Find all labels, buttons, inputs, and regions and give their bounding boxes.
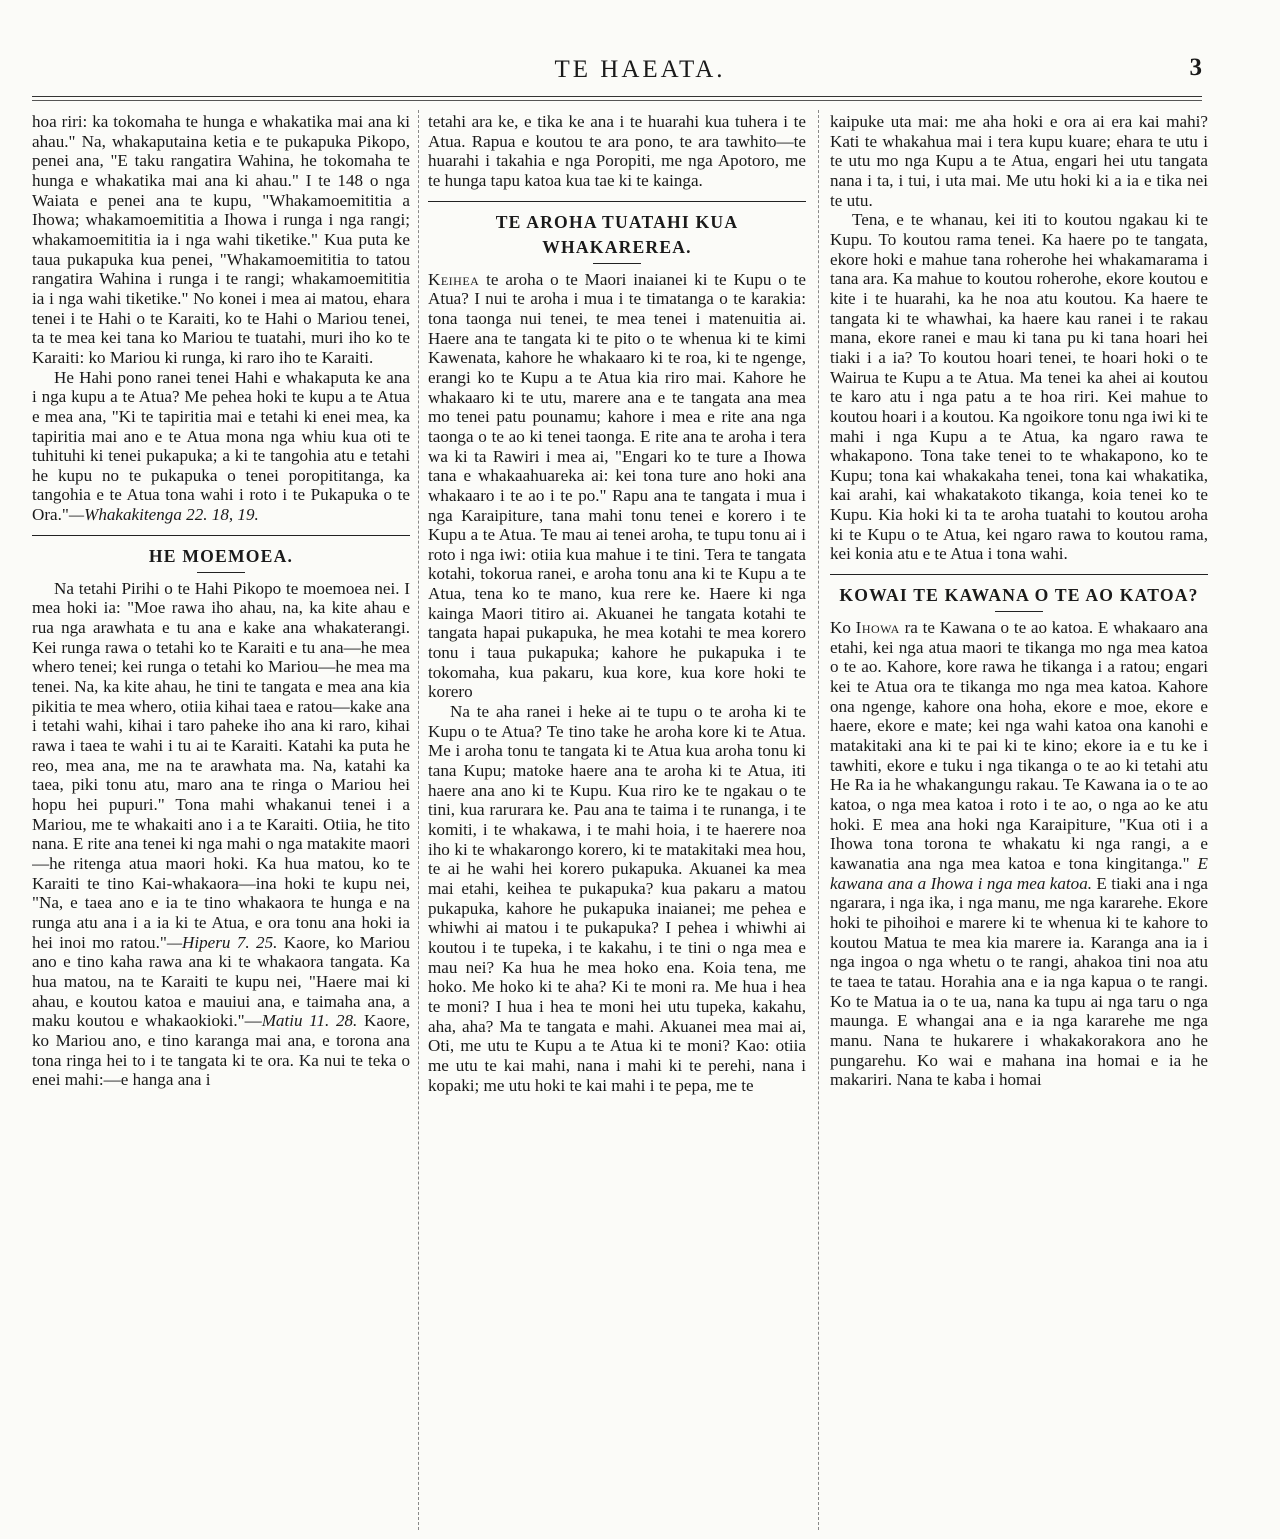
paragraph-text: Kaore, ko Mariou ano e tino kaha rawa ana ki te whakaora tangata. Ka hua matou, na te Karaiti te kupu nei, "Haere mai ki ahau, e koutou katoa e mauiui ana, e taimaha ana, a maku koutou e whakaokioki."— xyxy=(32,932,410,1031)
column-2 xyxy=(428,112,806,1532)
header-rule xyxy=(32,96,1202,97)
heading-rule xyxy=(995,611,1043,612)
paragraph-text: ra te Kawana o te ao katoa. E whakaaro ana etahi, kei nga atua maori te tikanga mo nga mea katoa o te ao. Kahore, kore rawa he tikanga i a ratou; engari kei te Atua ora te tikanga mo nga mea katoa. Kahore ona ngenge, kahore ona hoha, ekore e moe, ekore e haere, ekore e mate; kei nga wahi katoa ona kanohi e matakitaki ana ki te pai ki te kino; ekore ia e tu ke i tawhiti, ekore e tuku i nga tikanga o te ao ki tetahi atu He Ra ia he whakangungu rakau. Te Kawana ia o te ao katoa, o nga mea katoa i roto i te ao, o nga ao ke atu hoki. E mea ana hoki nga Karaipiture, "Kua oti i a Ihowa tona torona te whakatu ki nga rangi, a e kawanatia ana nga mea katoa e tona kingitanga." xyxy=(830,618,1208,873)
paragraph xyxy=(428,270,806,702)
scripture-reference: —Hiperu 7. 25. xyxy=(166,932,278,952)
heading-rule xyxy=(593,263,641,264)
paragraph-text: Ko xyxy=(830,618,856,638)
scripture-reference: —Whakakitenga 22. 18, 19. xyxy=(68,505,259,525)
section-rule xyxy=(428,201,806,202)
section-rule xyxy=(830,574,1208,575)
column-3 xyxy=(830,112,1208,1532)
section-heading: KOWAI TE KAWANA O TE AO KATOA? xyxy=(839,585,1199,606)
paragraph: Tena, e te whanau, kei iti to koutou ngakau ki te Kupu. To koutou rama tenei. Ka haere po te tangata, ekore hoki e mahue tana roherohe hei whakamarama i tana ara. Ka mahue to koutou roherohe, ekore koutou e kite i te huarahi, ka he noa atu koutou. Ka haere te tangata ki te whawhai, ka haere kau ranei i te rakau mana, ekore ranei e mau ki tana pu ki tana hoari hei tiaki i a ia? To koutou hoari tenei, te hoari hoki o te Wairua te Kupu a te Atua. Ma tenei ka ahei ai koutou te karo atu i nga patu a te hoa riri. Kei mahue to koutou hoari i a koutou. Ka ngoikore tonu nga iwi ki te mahi i nga Kupu a te Atua, ka ngaro rawa te whakapono. Tona take tenei to te whakapono, ko te Kupu; tona kai whakakaha tenei, tona kai whakatika, kai arahi, kai whakatakoto tikanga, koia tenei ko te Kupu. Kia hoki ki ta te aroha tuatahi to koutou aroha ki te Kupu o te Atua, kei ngaro rawa to koutou rama, kei konia atu e te Atua i tona wahi. xyxy=(830,210,1208,564)
paragraph xyxy=(32,579,410,1090)
paragraph: kaipuke uta mai: me aha hoki e ora ai era kai mahi? Kati te whakahua mai i tera kupu kuare; ehara te utu i te utu mo nga Kupu a te Atua, engari hei utu tangata nana i ta, i tui, i uta mai. Me utu hoki ki a ia e tika nei te utu. xyxy=(830,112,1208,210)
paragraph-text: te aroha o te Maori inaianei ki te Kupu o te Atua? I nui te aroha i mua i te timatanga o te karakia: tona taonga nui tenei, te mea tenei i matenuitia ai. Haere ana te tangata ki te pito o te whenua ki te kimi Kawenata, kahore he whakaaro ki te roa, ki te ngenge, erangi ko te Kupu a te Atua kia riro mai. Kahore he whakaaro ki te utu, marere ana e te tangata ana mea mo tenei patu pounamu; kahore i mea e rite ana nga taonga o te ao ki tenei taonga. E rite ana te aroha i tera wa ki ta Rawiri i mea ai, "Engari ko te ture a Ihowa tana e whakaahuareka ai: kei tona ture ano hoki ana whakaaro i te ao i te po." Rapu ana te tangata i mua i nga Karaipiture, tana mahi tonu tenei e korero i te Kupu a te Atua. Te mau ai tenei aroha, te tupu tonu ai i roto i nga iwi: otiia kua mahue i te tini. Tera te tangata kotahi, tokorua ranei, e aroha tonu ana ki te Kupu a te Atua, tena ko te mano, kua rere ke. Haere ki nga kainga Maori titiro ai. Akuanei he tangata kotahi te tangata hapai pukapuka, he mea kotahi te mea korero tonu i taua pukapuka; kahore he pukapuka i te tokomaha, kua pakaru, kua kore, kua kore hoki te korero xyxy=(428,269,806,702)
section-heading: TE AROHA TUATAHI KUA WHAKAREREA. xyxy=(495,211,739,257)
paragraph: tetahi ara ke, e tika ke ana i te huarahi kua tuhera i te Atua. Rapua e koutou te ara pono, te ara tawhito—te huarahi i takahia e nga Poropiti, me nga Apotoro, me te hunga tapu katoa kua tae ki te kainga. xyxy=(428,112,806,190)
page-number: 3 xyxy=(1189,54,1202,81)
paragraph-text: He Hahi pono ranei tenei Hahi e whakaputa ke ana i nga kupu a te Atua? Me pehea hoki te kupu a te Atua e mea ana, "Ki te tapiritia mai e tetahi ki enei mea, ka tapiritia mai ano e te Atua mona nga whiu kua oti te tuhituhi ki tenei pukapuka; a ki te tangohia atu e tetahi he kupu no te pukapuka o tenei poropititanga, ka tangohia e te Atua tona wahi i roto i te Pukapuka o te Ora." xyxy=(32,367,410,525)
paragraph-text: Na tetahi Pirihi o te Hahi Pikopo te moemoea nei. I mea hoki ia: "Moe rawa iho ahau, na, ka kite ahau e rua nga arawhata e tu ana e kake ana whakaterangi. Kei runga rawa o tetahi ko te Karaiti e tu ana—he mea whero tenei; kei runga o tetahi ko Mariou—he mea ma tenei. Na, ka kite ahau, he tini te tangata e mea ana kia pikitia te mea whero, otiia kihai taea e ratou—kake ana i tetahi wahi, kihai i taro paheke iho ana ki raro, kihai rawa i taea te wahi i tu ai te Karaiti. Katahi ka puta he reo, mea ana, me na te arawhata ma. Na, katahi ka taea, piki tonu atu, maro ana te ringa o Mariou hei hopu hei pupuri." Tona mahi whakanui tenei i a Mariou, me te whakaiti ano i a te Karaiti. Otiia, he tito nana. E rite ana tenei ki nga mahi o nga matakite maori—he ritenga atua maori hoki. Ka hua matou, ko te Karaiti te tino Kai-whakaora—ina hoki te kupu nei, "Na, e taea ano e ia te tino whakaora te hunga e na runga atu ana i a ia ki te Atua, e ora tonu ana hoki ia hei inoi mo ratou." xyxy=(32,578,410,952)
scripture-reference: Matiu 11. 28. xyxy=(261,1011,358,1031)
divine-name: Ihowa xyxy=(855,618,900,638)
running-title: TE HAEATA. xyxy=(554,56,726,83)
italic-summary: E kawana ana a Ihowa i nga mea katoa. xyxy=(830,853,1208,893)
paragraph-text: Kaore, ko Mariou ano, e tino karanga mai ana, e torona ana tona ringa hei to i te tangata ki te ora. Ka nui te teka o enei mahi:—e hanga ana i xyxy=(32,1011,410,1090)
section-heading: HE MOEMOEA. xyxy=(148,545,294,566)
column-divider-2 xyxy=(818,110,819,1530)
page-header xyxy=(0,0,1280,100)
heading-rule xyxy=(197,572,245,573)
column-divider-1 xyxy=(418,110,419,1530)
paragraph xyxy=(32,368,410,525)
paragraph: hoa riri: ka tokomaha te hunga e whakatika mai ana ki ahau." Na, whakaputaina ketia e te pukapuka Pikopo, penei ana, "E taku rangatira Wahina, he tokomaha te hunga e whakatika mai ana ki ahau." I te 148 o nga Waiata e penei ana te kupu, "Whakamoemititia a Ihowa; whakamoemititia a Ihowa i runga i nga rangi; whakamoemititia ia i nga wahi tiketike." Kua puta ke taua pukapuka kua penei, "Whakamoemititia to tatou rangatira Wahina i runga i te rangi; whakamoemititia ia i nga wahi tiketike." No konei i mea ai matou, ehara tenei i te Hahi o te Karaiti, ko te Hahi o Mariou tenei, ta te mea kei tana ko Mariou te tuatahi, muri iho ko te Karaiti: ko Mariou ki runga, ki raro iho te Karaiti. xyxy=(32,112,410,367)
header-rule-lower xyxy=(32,100,1202,101)
paragraph-text: E tiaki ana i nga ngarara, i nga ika, i nga manu, me nga kararehe. Ekore hoki te pihoihoi e marere ki te whenua ki te kahore to koutou Matua te mea kia marere ia. Karanga ana ia i nga ingoa o nga whetu o te rangi, ahakoa tini noa atu te taea te tatau. Horahia ana e ia nga kapua o te rangi. Ko te Matua ia o te ua, nana ka tupu ai nga taru o nga maunga. E whangai ana e ia nga kararehe me nga manu. Nana te hukarere i whakakorakora ano he pungarehu. Ko wai e mahana ina homai e ia he makariri. Nana te kaba i homai xyxy=(830,873,1208,1090)
paragraph: Na te aha ranei i heke ai te tupu o te aroha ki te Kupu o te Atua? Te tino take he aroha kore ki te Atua. Me i aroha tonu te tangata ki te Atua kua aroha tonu ki tana Kupu; matoke haere ana te aroha ki te Atua, iti haere ana ano ki te Kupu. Kua riro ke te ngakau o te tini, kua rarurara ke. Pau ana te taima i te runanga, i te komiti, i te whakawa, i te mahi hoia, i te haerere noa iho ki te whakarongo korero, ki te matakitaki mea hou, te ai he wahi hei korero pukapuka. Akuanei ka mea mai etahi, keihea te pukapuka? kua pakaru a matou pukapuka, kahore he pukapuka inaianei; me pehea e whiwhi ai matou i te pukapuka? I pehea i whiwhi ai koutou i te tupeka, i te kakahu, i te tini o nga mea e mau nei? Ka hua he mea hoko ena. Koia tena, me hoko. Me hoko ki te aha? Ki te moni ra. Me hua i hea te moni? I hua i hea te moni hei utu tupeka, kakahu, aha, aha? Ma te tangata e mahi. Akuanei mea mai ai, Oti, me utu te Kupu a te Atua ki te moni? Kao: otiia me utu te kai mahi, nana i mahi ki te perehi, nana i kopaki; me utu hoki te kai mahi i te pepa, me te xyxy=(428,702,806,1095)
column-1 xyxy=(32,112,410,1532)
section-rule xyxy=(32,535,410,536)
lead-word: Keihea xyxy=(428,269,480,289)
paragraph xyxy=(830,618,1208,1090)
